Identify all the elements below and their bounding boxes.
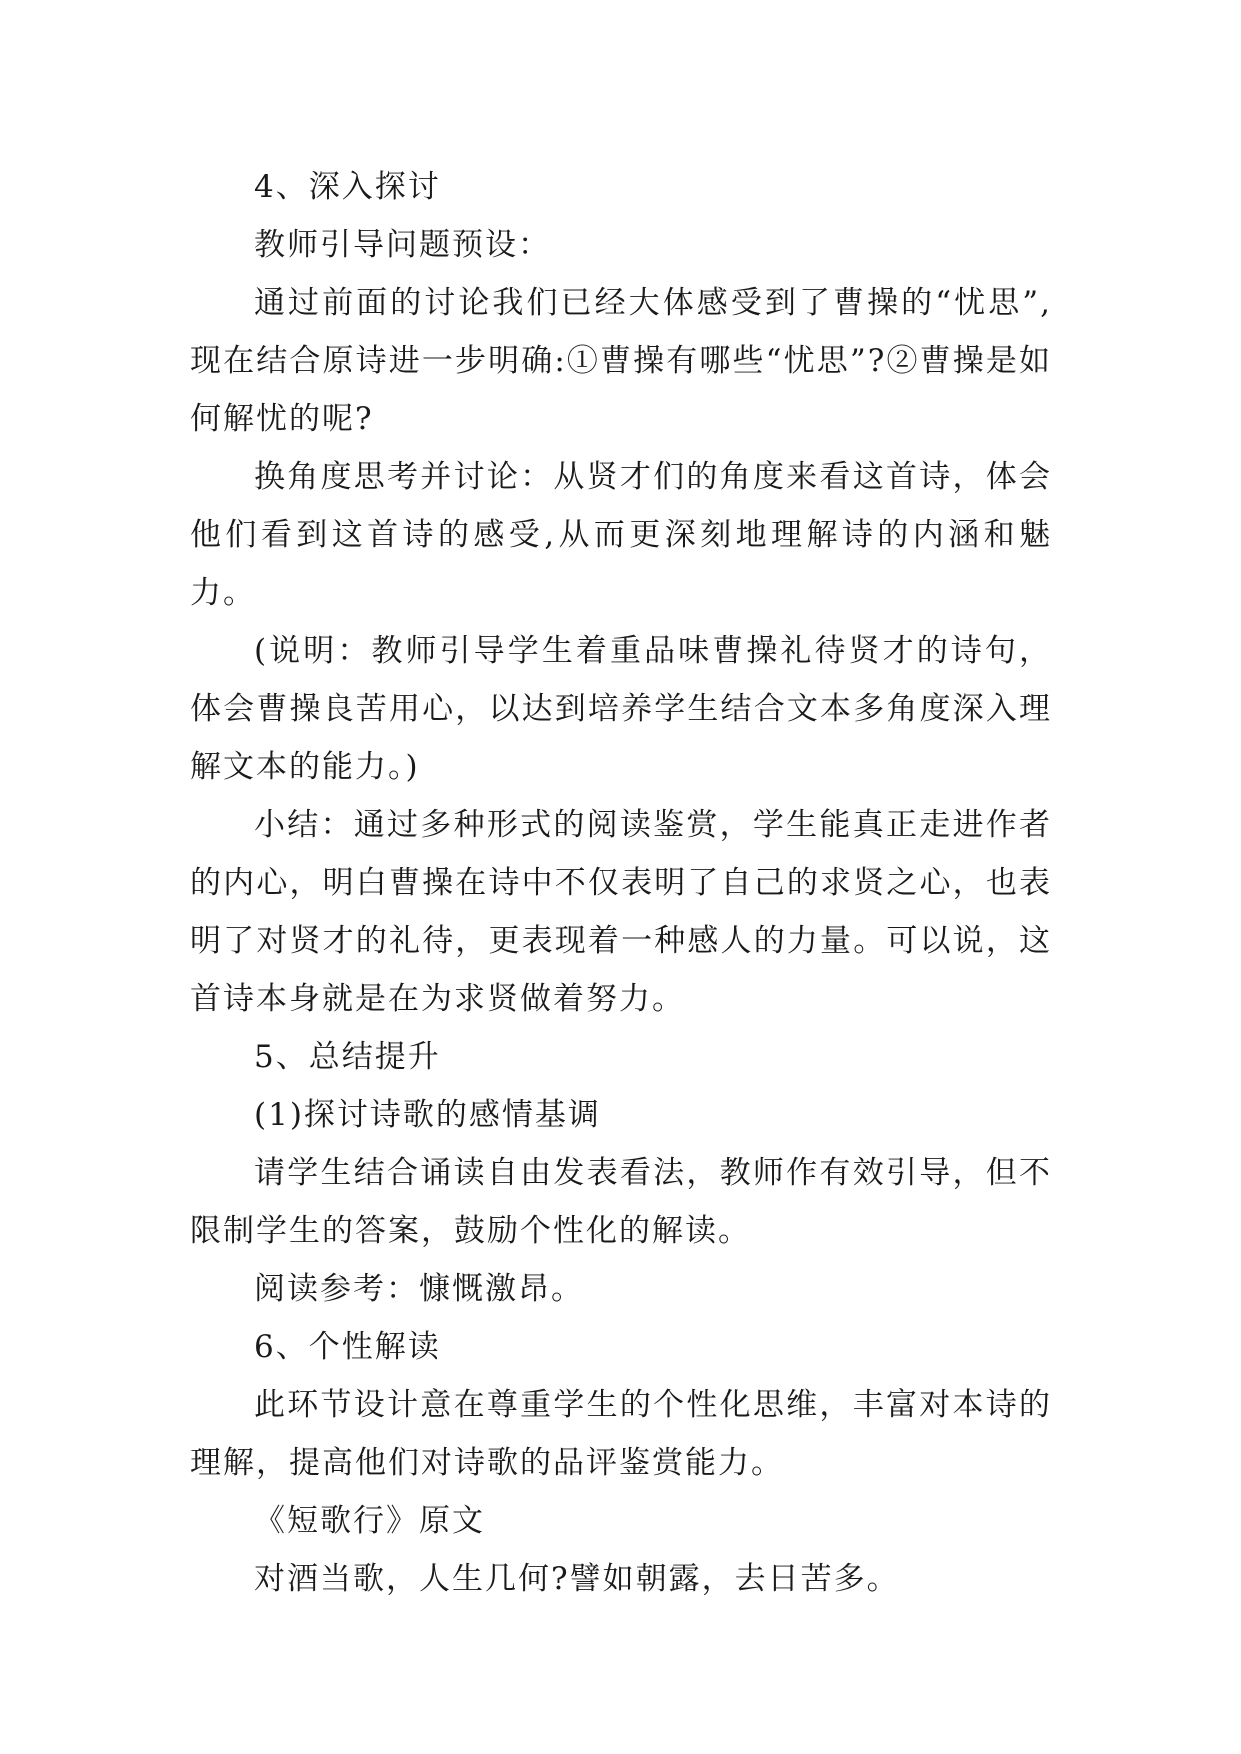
- paragraph-poem-first-line: 对酒当歌，人生几何?譬如朝露，去日苦多。: [254, 1561, 900, 1597]
- paragraph-summary: 小结：通过多种形式的阅读鉴赏，学生能真正走进作者的内心，明白曹操在诗中不仅表明了自己的求贤之心，也表明了对贤才的礼待，更表现着一种感人的力量。可以说，这首诗本身就是在为求贤做着努力。: [190, 807, 1052, 1017]
- section-heading-summary-enhancement: 5、总结提升: [254, 1039, 441, 1075]
- paragraph-student-reading: 请学生结合诵读自由发表看法，教师作有效引导，但不限制学生的答案，鼓励个性化的解读。: [190, 1155, 1052, 1249]
- paragraph-explanation-note: (说明：教师引导学生着重品味曹操礼待贤才的诗句，体会曹操良苦用心，以达到培养学生结合文本多角度深入理解文本的能力。): [190, 633, 1052, 785]
- paragraph-teacher-questions-label: 教师引导问题预设：: [254, 227, 551, 263]
- section-heading-deep-discussion: 4、深入探讨: [254, 169, 441, 205]
- document-body: [190, 158, 1052, 1608]
- paragraph-original-text-title: 《短歌行》原文: [254, 1503, 485, 1539]
- paragraph-perspective-discussion: 换角度思考并讨论：从贤才们的角度来看这首诗，体会他们看到这首诗的感受,从而更深刻地理解诗的内涵和魅力。: [190, 459, 1052, 611]
- paragraph-design-intent: 此环节设计意在尊重学生的个性化思维，丰富对本诗的理解，提高他们对诗歌的品评鉴赏能力。: [190, 1387, 1052, 1481]
- paragraph-reading-reference: 阅读参考：慷慨激昂。: [254, 1271, 584, 1307]
- paragraph-guiding-questions: 通过前面的讨论我们已经大体感受到了曹操的“忧思”,现在结合原诗进一步明确:①曹操有哪些“忧思”?②曹操是如何解忧的呢?: [190, 285, 1052, 437]
- section-heading-personal-reading: 6、个性解读: [254, 1329, 441, 1365]
- subheading-emotional-tone: (1)探讨诗歌的感情基调: [254, 1097, 601, 1133]
